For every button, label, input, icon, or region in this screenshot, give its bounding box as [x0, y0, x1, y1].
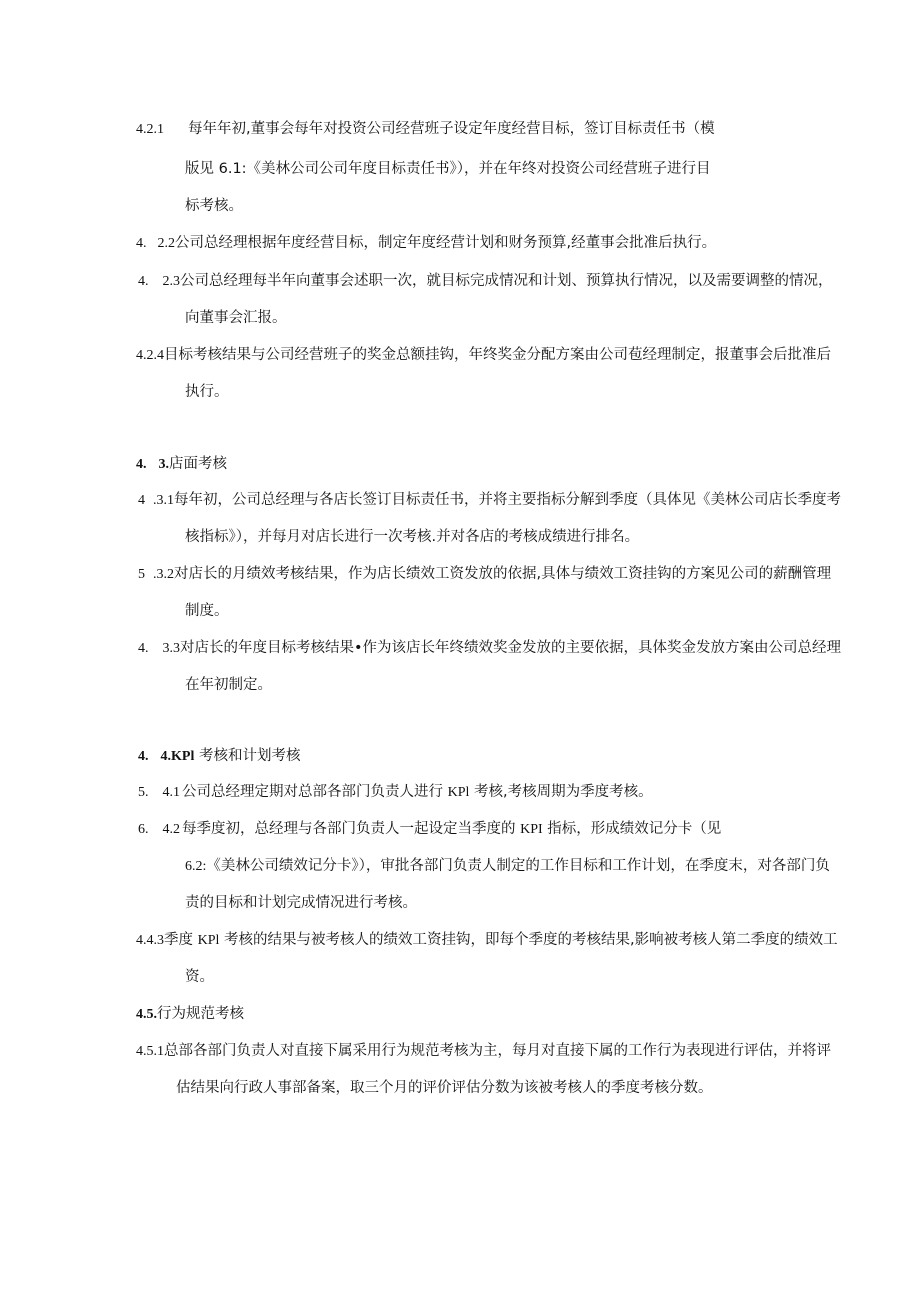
clause-text-b: 考核,考核周期为季度考核。: [469, 784, 653, 800]
clause-number-suffix: 4.2: [162, 822, 180, 837]
heading-number-suffix: 3.: [158, 457, 169, 472]
heading-title: 考核和计划考核: [194, 748, 301, 764]
clause-number-suffix: 2.3: [162, 274, 180, 289]
clause-text: 总部各部门负责人对直接下属采用行为规范考核为主，每月对直接下属的工作行为表现进行评估，并将评: [164, 1043, 831, 1059]
clause-text: 对店长的年度目标考核结果•作为该店长年终绩效奖金发放的主要依据，具体奖金发放方案由公司总经理: [180, 640, 842, 656]
clause-number-suffix: 4.1: [162, 785, 180, 800]
clause-text-b: 指标，形成绩效记分卡（见: [542, 821, 722, 837]
kpi-term: KPI: [520, 822, 543, 837]
para-4-4-1: [138, 782, 653, 803]
clause-number: 4.5.1: [136, 1044, 164, 1059]
para-4-4-2-line-2: [185, 856, 830, 877]
para-4-2-1-line-2: 版见 6.1:《美林公司公司年度目标责任书》），并在年终对投资公司经营班子进行目: [185, 161, 711, 177]
kpi-term: KPl: [447, 785, 470, 800]
heading-number: 4.5.: [136, 1007, 157, 1022]
clause-text: 对店长的月绩效考核结果，作为店长绩效工资发放的依据,具体与绩效工资挂钩的方案见公司的薪酬管理: [174, 566, 832, 582]
para-4-3-1-line-1: [138, 490, 841, 511]
clause-number-prefix: 6.: [138, 822, 149, 837]
clause-number-prefix: 4: [138, 493, 145, 508]
clause-text: 每年初，公司总经理与各店长签订目标责任书，并将主要指标分解到季度（具体见《美林公司店长季度考: [174, 492, 841, 508]
heading-title: 店面考核: [169, 456, 227, 472]
para-4-4-2-line-3: 责的目标和计划完成情况进行考核。: [185, 895, 417, 911]
para-4-4-3-line-1: [136, 930, 838, 951]
clause-number-suffix: 2.2: [157, 236, 175, 251]
para-4-2-2: [136, 233, 716, 254]
clause-text: 每年年初,董事会每年对投资公司经营班子设定年度经营目标，签订目标责任书（模: [188, 121, 715, 137]
para-4-2-4-line-1: [136, 345, 831, 366]
section-heading-4-4: [138, 746, 300, 767]
clause-number-prefix: 5.: [138, 785, 149, 800]
heading-number-prefix: 4.: [138, 749, 149, 764]
clause-text: 《美林公司绩效记分卡》），审批各部门负责人制定的工作目标和工作计划，在季度末，对各部门负: [206, 858, 830, 874]
clause-number: 4.2.4: [136, 348, 164, 363]
clause-number: 4.2.1: [136, 122, 164, 137]
para-4-2-1-line-1: [136, 119, 715, 140]
ref-number: 6.2:: [185, 859, 207, 874]
para-4-4-2-line-1: [138, 819, 721, 840]
section-heading-4-3: [136, 454, 227, 475]
clause-number-prefix: 4.: [138, 641, 149, 656]
section-heading-4-5: [136, 1004, 244, 1025]
clause-text-a: 每季度初，总经理与各部门负责人一起设定当季度的: [182, 821, 521, 837]
para-4-3-3-line-2: 在年初制定。: [185, 677, 272, 693]
para-4-5-1-line-2: 估结果向行政人事部备案，取三个月的评价评估分数为该被考核人的季度考核分数。: [176, 1080, 713, 1096]
clause-text: 目标考核结果与公司经营班子的奖金总额挂钩，年终奖金分配方案由公司苞经理制定，报董事会后批准后: [164, 347, 831, 363]
heading-number-prefix: 4.: [136, 457, 147, 472]
para-4-2-3-line-1: [138, 271, 833, 292]
para-4-5-1-line-1: [136, 1041, 831, 1062]
clause-text-b: 考核的结果与被考核人的绩效工资挂钩，即每个季度的考核结果,影响被考核人第二季度的绩效工: [219, 932, 838, 948]
heading-title: 行为规范考核: [157, 1006, 244, 1022]
para-4-4-3-line-2: 资。: [185, 969, 214, 985]
clause-number-suffix: .3.1: [153, 493, 174, 508]
para-4-3-1-line-2: 核指标》），并每月对店长进行一次考核.并对各店的考核成绩进行排名。: [185, 529, 640, 545]
clause-text: 公司总经理根据年度经营目标，制定年度经营计划和财务预算,经董事会批准后执行。: [175, 235, 717, 251]
clause-number-suffix: .3.2: [153, 567, 174, 582]
clause-number-prefix: 5: [138, 567, 145, 582]
clause-number-prefix: 4.: [138, 274, 149, 289]
heading-number-suffix: 4.: [160, 749, 171, 764]
heading-kpi: KPl: [171, 749, 195, 764]
clause-number: 4.4.3: [136, 933, 164, 948]
para-4-2-3-line-2: 向董事会汇报。: [185, 310, 287, 326]
para-4-3-2-line-2: 制度。: [185, 603, 229, 619]
clause-text: 公司总经理每半年向董事会述职一次，就目标完成情况和计划、预算执行情况，以及需要调整的情况，: [180, 273, 833, 289]
para-4-3-2-line-1: [138, 564, 831, 585]
clause-number-prefix: 4.: [136, 236, 147, 251]
clause-text-a: 季度: [164, 932, 198, 948]
para-4-2-4-line-2: 执行。: [185, 384, 229, 400]
para-4-3-3-line-1: [138, 638, 841, 659]
kpi-term: KPl: [197, 933, 220, 948]
clause-text-a: 公司总经理定期对总部各部门负责人进行: [182, 784, 448, 800]
clause-number-suffix: 3.3: [162, 641, 180, 656]
para-4-2-1-line-3: 标考核。: [185, 198, 243, 214]
